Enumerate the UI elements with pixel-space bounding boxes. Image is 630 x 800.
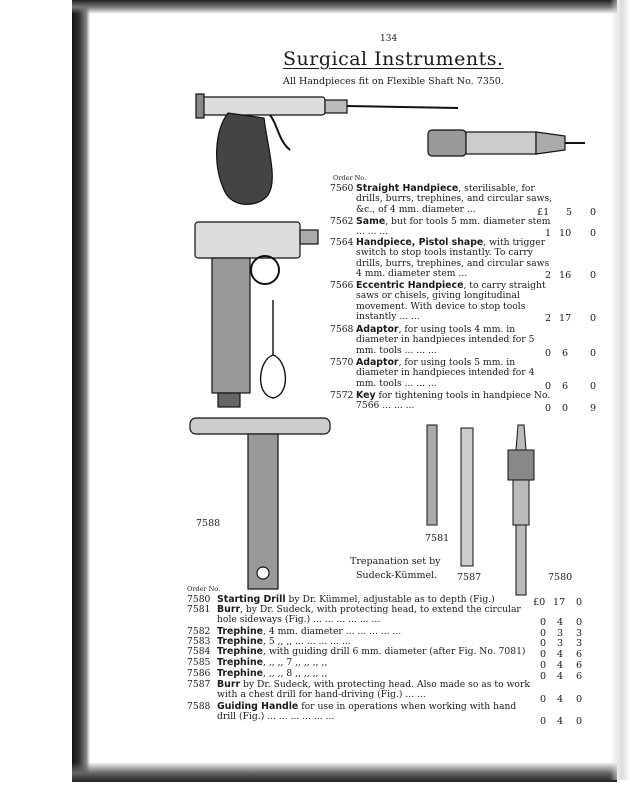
item-detail: , ,, ,, 8 ,, ,, ,, ,, bbox=[262, 668, 328, 679]
price-pounds: 2 bbox=[545, 313, 552, 324]
item-number: 7572 bbox=[330, 390, 354, 401]
price-pounds: 0 bbox=[540, 694, 547, 705]
price-pounds: 0 bbox=[545, 403, 552, 414]
item-description bbox=[217, 605, 537, 626]
item-description bbox=[217, 658, 537, 668]
item-detail: , for using tools 4 mm. in diameter in handpieces intended for 5 mm. tools ... ... ... bbox=[356, 324, 535, 356]
price-shillings: 4 bbox=[557, 694, 564, 705]
item-name: Trephine bbox=[217, 636, 263, 647]
item-detail: , sterilisable, for drills, burrs, trephines, and circular saws, &c., of 4 mm. diameter ... bbox=[356, 183, 553, 215]
guiding-handle-illustration bbox=[190, 418, 330, 589]
item-number: 7584 bbox=[187, 646, 211, 657]
item-name: Eccentric Handpiece bbox=[356, 280, 464, 291]
figure-caption-7580: 7580 bbox=[548, 572, 573, 583]
price-shillings: 6 bbox=[562, 348, 569, 359]
item-name: Trephine bbox=[217, 646, 263, 657]
price-shillings: 4 bbox=[557, 660, 564, 671]
page-number: 134 bbox=[380, 34, 398, 44]
item-number: 7568 bbox=[330, 324, 354, 335]
price-pence: 0 bbox=[576, 597, 583, 608]
item-description bbox=[356, 391, 556, 412]
item-description bbox=[217, 669, 537, 679]
price-shillings: 5 bbox=[566, 207, 573, 218]
price-pounds: 0 bbox=[540, 649, 547, 660]
item-name: Same bbox=[356, 216, 386, 227]
eccentric-handpiece-illustration bbox=[195, 222, 318, 407]
price-pounds: £0 bbox=[533, 597, 546, 608]
item-detail: by Dr. Kümmel, adjustable as to depth (Fig.) bbox=[285, 594, 495, 605]
item-detail: by Dr. Sudeck, with protecting head. Also made so as to work with a chest drill for hand-driving (Fig.) ... ... bbox=[217, 679, 530, 701]
item-detail: for tightening tools in handpiece No. 7566 ... ... ... bbox=[356, 390, 551, 412]
item-number: 7583 bbox=[187, 636, 211, 647]
order-number-header-top: Order No. bbox=[333, 174, 367, 182]
item-description bbox=[356, 281, 556, 323]
price-pounds: 0 bbox=[540, 638, 547, 649]
item-name: Trephine bbox=[217, 657, 263, 668]
order-number-header-bottom: Order No. bbox=[187, 585, 221, 593]
item-number: 7588 bbox=[187, 701, 211, 712]
price-pence: 0 bbox=[590, 348, 597, 359]
price-pence: 0 bbox=[590, 381, 597, 392]
page-title: Surgical Instruments. bbox=[283, 48, 504, 70]
item-number: 7585 bbox=[187, 657, 211, 668]
item-name: Adaptor bbox=[356, 357, 399, 368]
price-pence: 0 bbox=[576, 694, 583, 705]
page-subtitle: All Handpieces fit on Flexible Shaft No. 7350. bbox=[283, 76, 504, 87]
price-shillings: 4 bbox=[557, 649, 564, 660]
price-pounds: 0 bbox=[540, 671, 547, 682]
price-pounds: 0 bbox=[545, 381, 552, 392]
item-number: 7582 bbox=[187, 626, 211, 637]
price-pounds: 2 bbox=[545, 270, 552, 281]
item-name: Trephine bbox=[217, 668, 263, 679]
price-pence: 3 bbox=[576, 628, 583, 639]
item-name: Starting Drill bbox=[217, 594, 286, 605]
item-description bbox=[356, 358, 556, 389]
figure-caption-7588: 7588 bbox=[196, 518, 221, 529]
price-shillings: 0 bbox=[562, 403, 569, 414]
item-description bbox=[356, 238, 556, 280]
straight-handpiece-illustration bbox=[428, 130, 585, 156]
price-pounds: 0 bbox=[540, 660, 547, 671]
item-number: 7560 bbox=[330, 183, 354, 194]
price-pounds: 0 bbox=[540, 617, 547, 628]
item-description bbox=[356, 325, 556, 356]
item-number: 7564 bbox=[330, 237, 354, 248]
price-shillings: 10 bbox=[559, 228, 572, 239]
item-name: Trephine bbox=[217, 626, 263, 637]
item-detail: , by Dr. Sudeck, with protecting head, to extend the circular hole sideways (Fig.) ... ... ... ... ... ... bbox=[217, 604, 521, 626]
item-name: Guiding Handle bbox=[217, 701, 299, 712]
drill-7581-illustration bbox=[427, 425, 437, 525]
key-illustration bbox=[261, 300, 286, 398]
item-detail: , but for tools 5 mm. diameter stem ... ... ... bbox=[356, 216, 551, 238]
price-shillings: 3 bbox=[557, 628, 564, 639]
price-pounds: 1 bbox=[545, 228, 552, 239]
price-pence: 0 bbox=[576, 716, 583, 727]
item-number: 7587 bbox=[187, 679, 211, 690]
price-pence: 6 bbox=[576, 671, 583, 682]
burr-7587-illustration bbox=[461, 428, 473, 566]
price-pence: 9 bbox=[590, 403, 597, 414]
price-pounds: £1 bbox=[537, 207, 550, 218]
price-shillings: 4 bbox=[557, 671, 564, 682]
item-number: 7586 bbox=[187, 668, 211, 679]
item-number: 7581 bbox=[187, 604, 211, 615]
figure-caption-7581: 7581 bbox=[425, 533, 450, 544]
item-description bbox=[217, 647, 537, 657]
price-pounds: 0 bbox=[540, 628, 547, 639]
item-name: Straight Handpiece bbox=[356, 183, 459, 194]
item-number: 7562 bbox=[330, 216, 354, 227]
item-name: Burr bbox=[217, 604, 241, 615]
price-pence: 0 bbox=[590, 270, 597, 281]
price-pence: 0 bbox=[590, 228, 597, 239]
price-shillings: 3 bbox=[557, 638, 564, 649]
item-detail: for use in operations when working with hand drill (Fig.) ... ... ... ... ... ... bbox=[217, 701, 517, 723]
price-pounds: 0 bbox=[545, 348, 552, 359]
price-pence: 3 bbox=[576, 638, 583, 649]
item-name: Burr bbox=[217, 679, 241, 690]
trepanation-caption-line1: Trepanation set by bbox=[350, 556, 441, 567]
item-description bbox=[356, 184, 556, 215]
item-detail: , ,, ,, 7 ,, ,, ,, ,, bbox=[262, 657, 328, 668]
price-pence: 0 bbox=[590, 207, 597, 218]
trepanation-caption-line2: Sudeck-Kümmel. bbox=[356, 570, 438, 581]
item-detail: , with trigger switch to stop tools instantly. To carry drills, burrs, trephines, and circular saws 4 mm. diameter stem ... bbox=[356, 237, 550, 280]
item-name: Key bbox=[356, 390, 376, 401]
figure-caption-7587: 7587 bbox=[457, 572, 482, 583]
price-shillings: 4 bbox=[557, 716, 564, 727]
item-description bbox=[356, 217, 556, 238]
price-shillings: 17 bbox=[559, 313, 572, 324]
starting-drill-7580-illustration bbox=[508, 425, 534, 595]
price-shillings: 16 bbox=[559, 270, 572, 281]
item-description bbox=[217, 702, 537, 723]
price-shillings: 6 bbox=[562, 381, 569, 392]
item-detail: , for using tools 5 mm. in diameter in handpieces intended for 4 mm. tools ... ... ... bbox=[356, 357, 535, 389]
item-number: 7580 bbox=[187, 594, 211, 605]
price-pence: 6 bbox=[576, 660, 583, 671]
item-name: Adaptor bbox=[356, 324, 399, 335]
item-detail: , with guiding drill 6 mm. diameter (after Fig. No. 7081) bbox=[262, 646, 526, 657]
price-pounds: 0 bbox=[540, 716, 547, 727]
price-pence: 6 bbox=[576, 649, 583, 660]
item-detail: , to carry straight saws or chisels, giving longitudinal movement. With device to stop tools instantly ... ... bbox=[356, 280, 546, 323]
item-name: Handpiece, Pistol shape bbox=[356, 237, 484, 248]
price-shillings: 4 bbox=[557, 617, 564, 628]
item-number: 7566 bbox=[330, 280, 354, 291]
price-pence: 0 bbox=[590, 313, 597, 324]
price-shillings: 17 bbox=[553, 597, 566, 608]
item-description bbox=[217, 680, 537, 701]
item-detail: , 5 ,, ,, ... ... ... ... ... bbox=[262, 636, 351, 647]
item-number: 7570 bbox=[330, 357, 354, 368]
item-detail: , 4 mm. diameter ... ... ... ... ... bbox=[262, 626, 402, 637]
price-pence: 0 bbox=[576, 617, 583, 628]
